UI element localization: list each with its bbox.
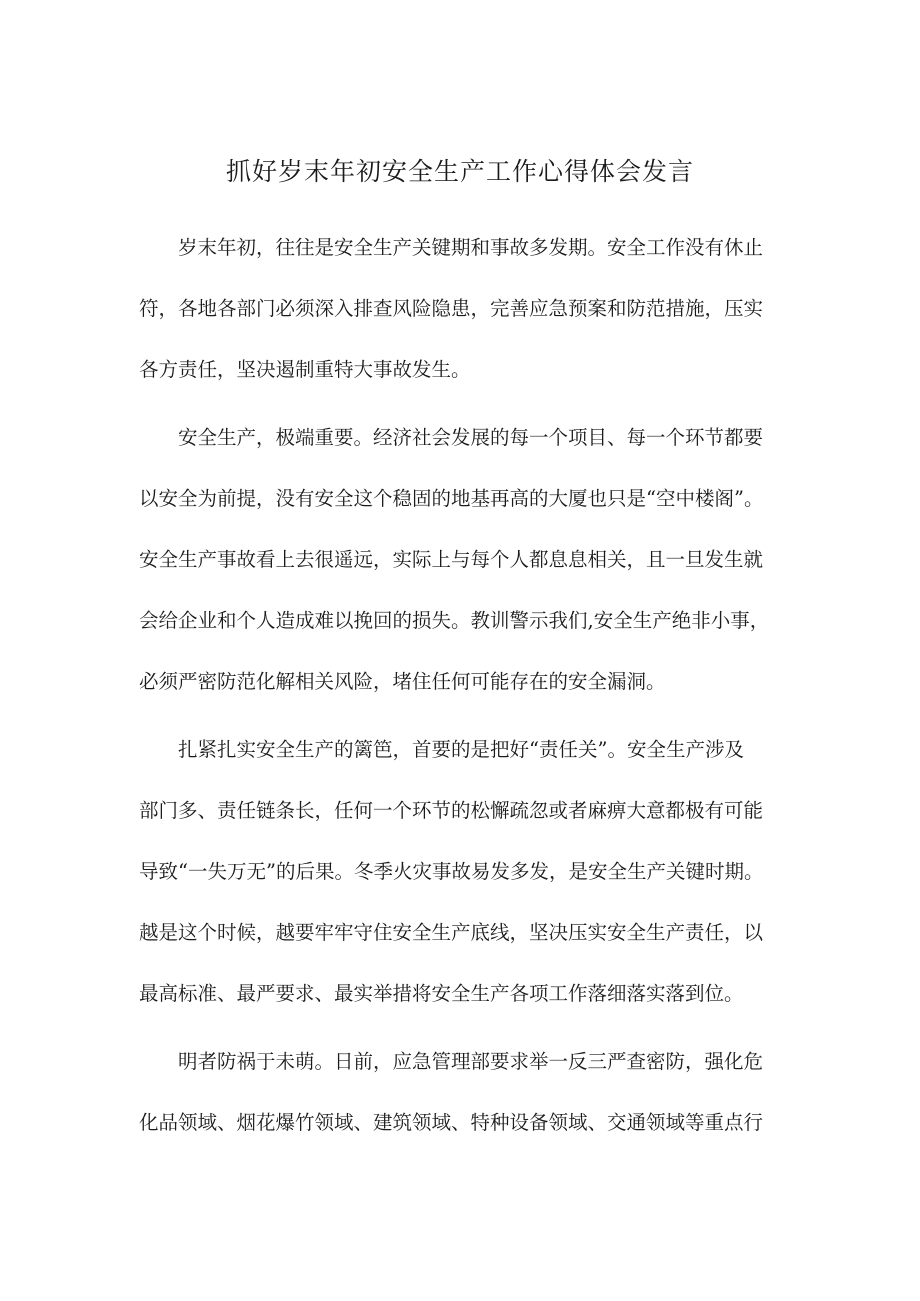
paragraph-line: 部门多、责任链条长，任何一个环节的松懈疏忽或者麻痹大意都极有可能 (139, 799, 764, 822)
paragraph-1 (139, 228, 792, 389)
paragraph-line: 会给企业和个人造成难以挽回的损失。教训警示我们,安全生产绝非小事， (139, 609, 770, 632)
paragraph-line: 导致“一失万无”的后果。冬季火灾事故易发多发，是安全生产关键时期。 (139, 860, 764, 883)
document-title: 抓好岁末年初安全生产工作心得体会发言 (225, 157, 694, 186)
paragraph-line: 岁末年初，往往是安全生产关键期和事故多发期。安全工作没有休止 (178, 236, 764, 259)
paragraph-line: 符，各地各部门必须深入排查风险隐患，完善应急预案和防范措施，压实 (139, 297, 764, 320)
paragraph-2 (139, 418, 792, 701)
paragraph-line: 各方责任，坚决遏制重特大事故发生。 (139, 358, 471, 381)
document-body (139, 228, 792, 1171)
paragraph-line: 明者防祸于未萌。日前，应急管理部要求举一反三严查密防，强化危 (178, 1050, 764, 1073)
paragraph-line: 最高标准、最严要求、最实举措将安全生产各项工作落细落实落到位。 (139, 982, 744, 1005)
paragraph-line: 安全生产事故看上去很遥远，实际上与每个人都息息相关，且一旦发生就 (139, 548, 764, 571)
paragraph-line: 化品领域、烟花爆竹领域、建筑领域、特种设备领域、交通领域等重点行 (139, 1111, 764, 1134)
paragraph-line: 以安全为前提，没有安全这个稳固的地基再高的大厦也只是“空中楼阁”。 (139, 487, 764, 510)
paragraph-3 (139, 730, 792, 1013)
paragraph-4 (139, 1042, 792, 1142)
paragraph-line: 必须严密防范化解相关风险，堵住任何可能存在的安全漏洞。 (139, 670, 666, 693)
paragraph-line: 安全生产，极端重要。经济社会发展的每一个项目、每一个环节都要 (178, 426, 764, 449)
paragraph-line: 扎紧扎实安全生产的篱笆，首要的是把好“责任关”。安全生产涉及 (178, 738, 744, 761)
paragraph-line: 越是这个时候，越要牢牢守住安全生产底线，坚决压实安全生产责任，以 (139, 921, 764, 944)
